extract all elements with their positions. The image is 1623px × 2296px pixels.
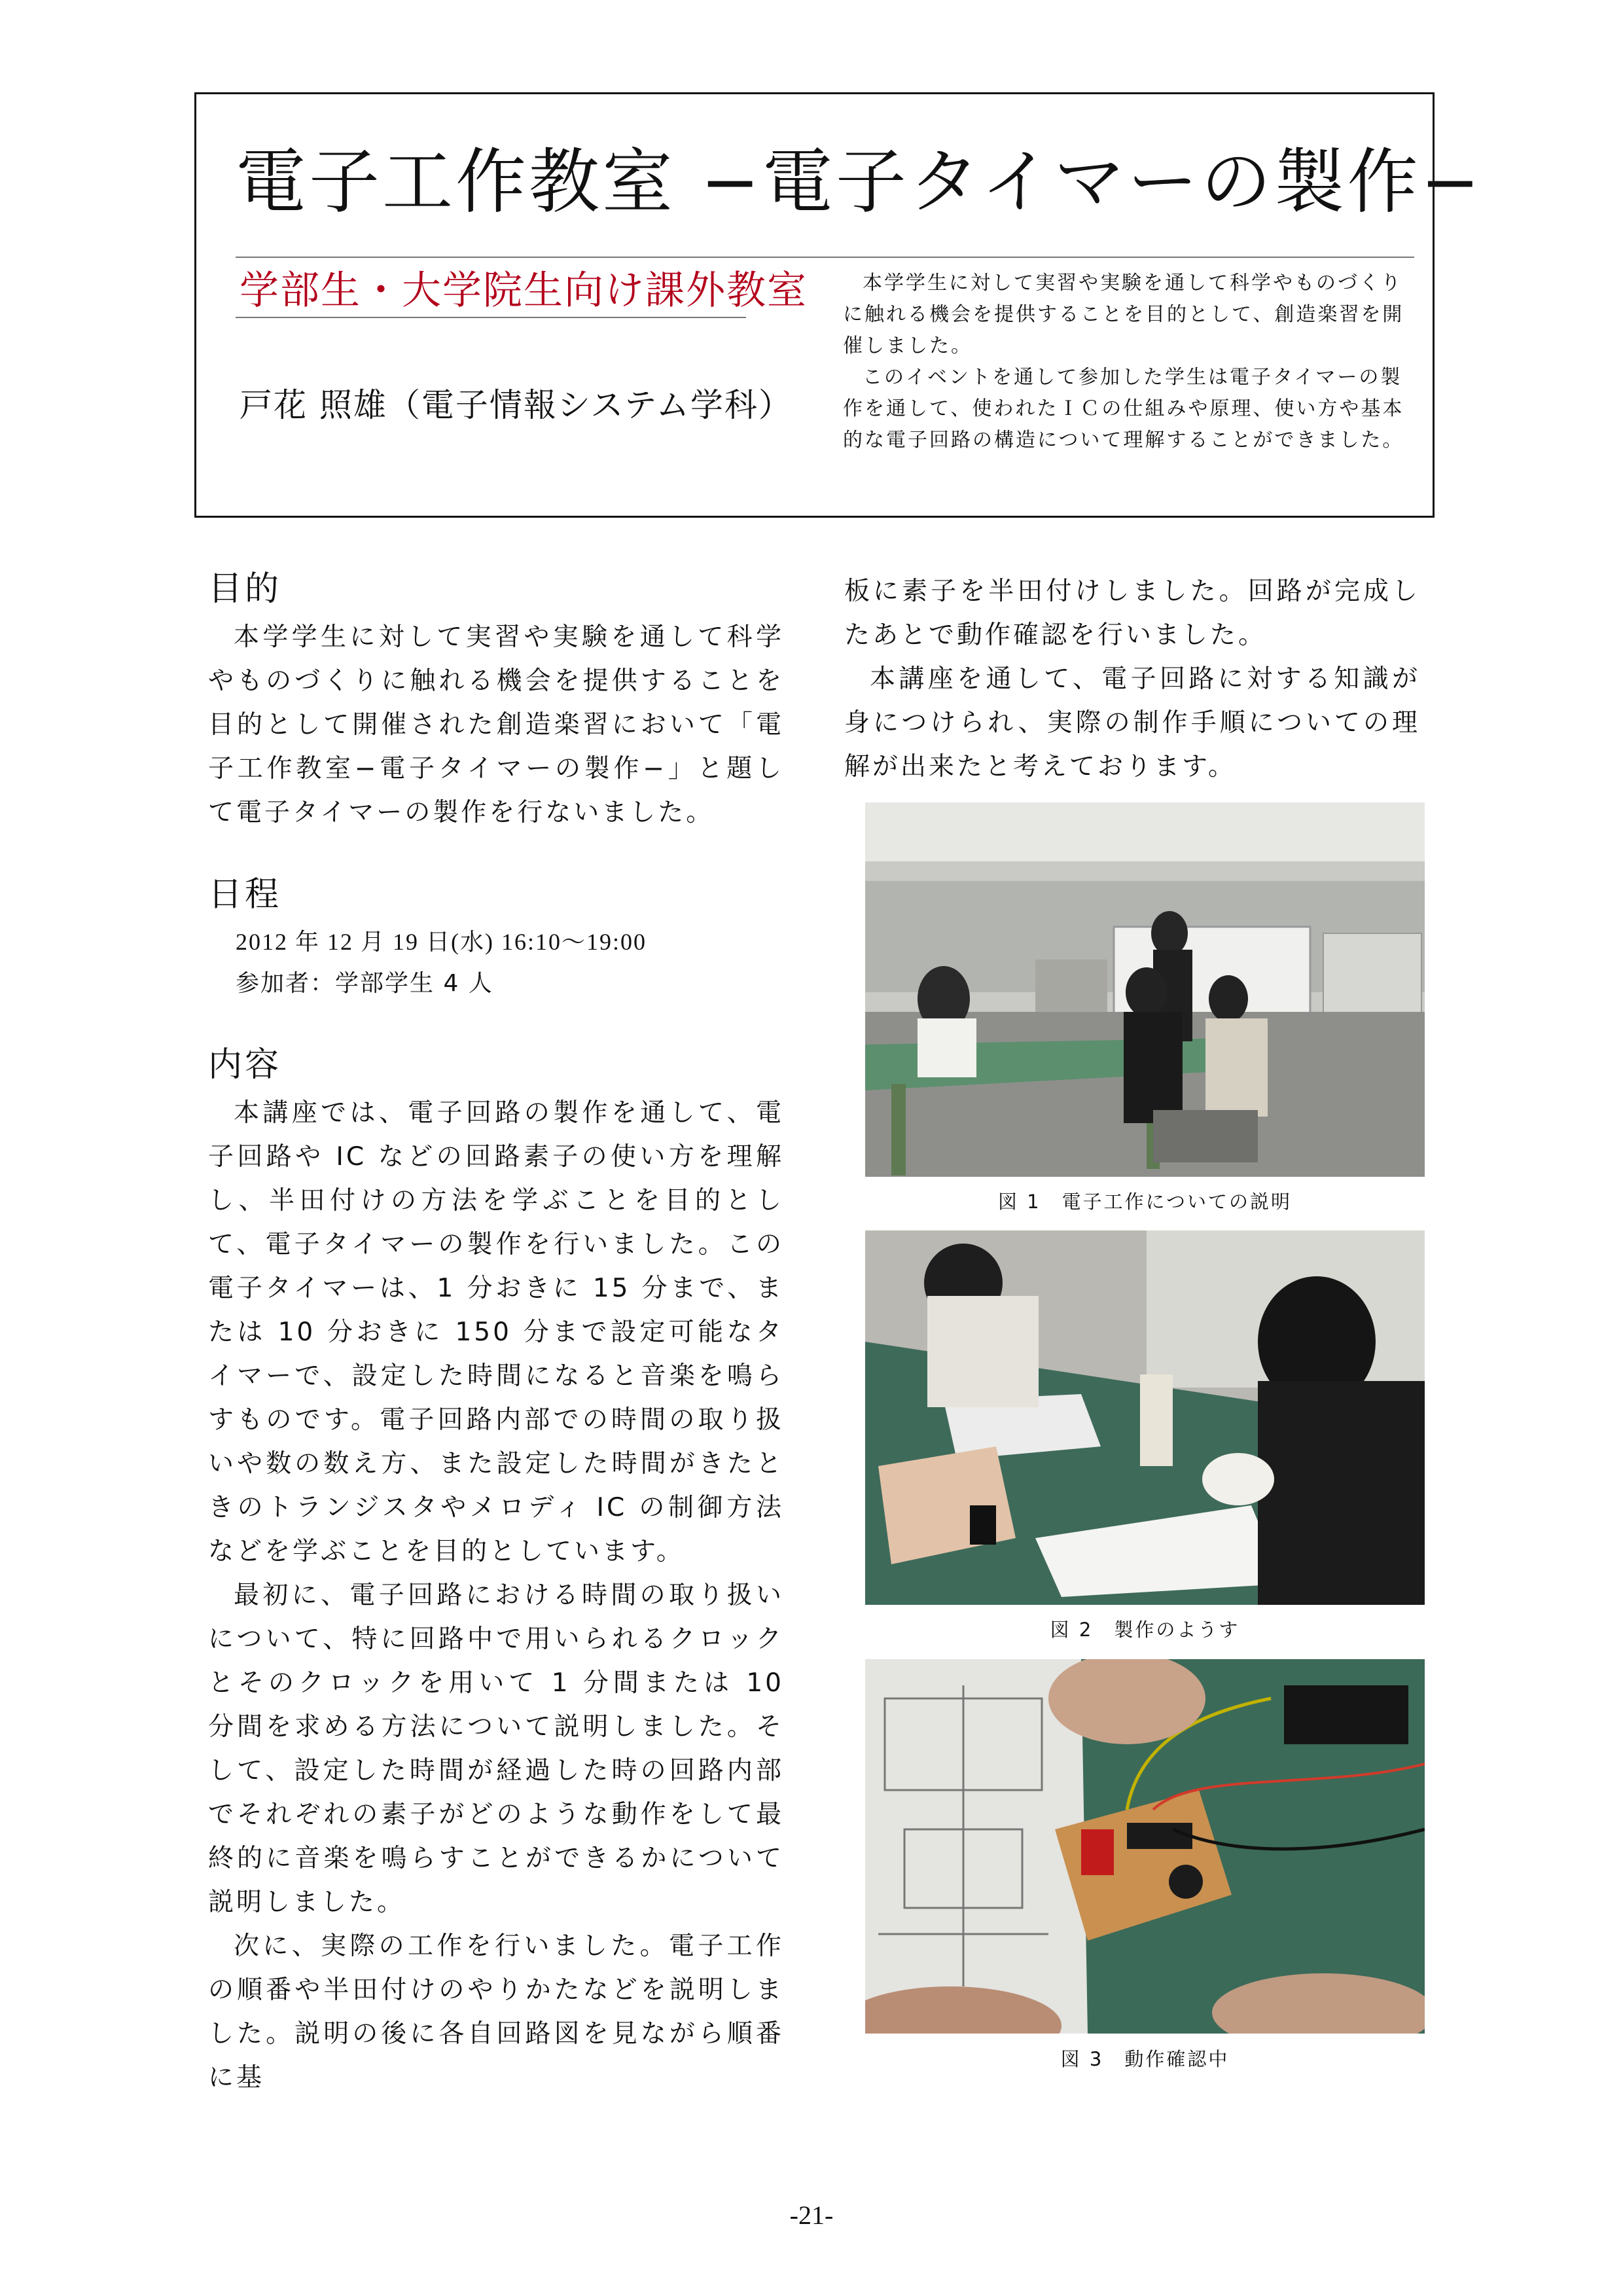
section-heading-schedule: 日程 [208, 875, 282, 914]
content-paragraph: 最初に、電子回路における時間の取り扱いについて、特に回路中で用いられるクロックとそのクロックを用いて 1 分間または 10 分間を求める方法について説明しました。そして、設定した時間が経過した時の回路内部でそれぞれの素子がどのような動作をして最終的に音楽を鳴らすことができるかについて説明しました。 [208, 1581, 784, 1917]
page-number: -21- [789, 2200, 834, 2230]
right-column [844, 569, 1420, 789]
abstract-paragraph: 本学学生に対して実習や実験を通して科学やものづくりに触れる機会を提供することを目的として、創造楽習を開催しました。 [843, 272, 1404, 357]
figure-1-caption: 図 1 電子工作についての説明 [997, 1191, 1293, 1213]
abstract-paragraph: このイベントを通して参加した学生は電子タイマーの製作を通して、使われたＩＣの仕組みや原理、使い方や基本的な電子回路の構造について理解することができました。 [843, 366, 1404, 452]
section-heading-content: 内容 [208, 1045, 282, 1085]
left-column [208, 563, 784, 2100]
header-box [194, 92, 1483, 518]
subtitle: 学部生・大学院生向け課外教室 [240, 268, 808, 314]
content-body [208, 1091, 784, 2100]
continuation-paragraph: 板に素子を半田付けしました。回路が完成したあとで動作確認を行いました。 [844, 577, 1420, 650]
title-divider [236, 257, 1414, 258]
subtitle-divider [236, 317, 746, 318]
schedule-body [208, 921, 784, 1005]
author: 戸花 照雄（電子情報システム学科） [240, 386, 793, 424]
schedule-date: 2012 年 12 月 19 日(水) 16:10〜19:00 [236, 929, 647, 955]
purpose-body [208, 615, 784, 834]
right-body [844, 569, 1420, 789]
purpose-paragraph: 本学学生に対して実習や実験を通して科学やものづくりに触れる機会を提供することを目的として開催された創造楽習において「電子工作教室−電子タイマーの製作−」と題して電子タイマーの製作を行ないました。 [208, 622, 784, 827]
figure-3-caption: 図 3 動作確認中 [1060, 2048, 1230, 2070]
page-title: 電子工作教室 −電子タイマーの製作− [236, 141, 1483, 223]
content-paragraph: 次に、実際の工作を行いました。電子工作の順番や半田付けのやりかたなどを説明しました。説明の後に各自回路図を見ながら順番に基 [208, 1931, 784, 2092]
figure-3-photo [865, 1659, 1425, 2034]
figure-2-photo [865, 1230, 1425, 1605]
schedule-participants: 参加者：学部学生 4 人 [236, 970, 493, 997]
figure-2-caption: 図 2 製作のようす [1050, 1619, 1240, 1641]
abstract [843, 268, 1406, 456]
conclusion-paragraph: 本講座を通して、電子回路に対する知識が身につけられ、実際の制作手順についての理解が出来たと考えております。 [844, 664, 1420, 781]
section-heading-purpose: 目的 [208, 569, 282, 609]
figure-1-photo [865, 802, 1425, 1177]
content-paragraph: 本講座では、電子回路の製作を通して、電子回路や IC などの回路素子の使い方を理解し、半田付けの方法を学ぶことを目的として、電子タイマーの製作を行いました。この電子タイマーは、1 分おきに 15 分まで、または 10 分おきに 150 分まで設定可能なタイマーで、設定した時間になると音楽を鳴らすものです。電子回路内部での時間の取り扱いや数の数え方、また設定した時間がきたときのトランジスタやメロディ IC の制御方法などを学ぶことを目的としています。 [208, 1098, 784, 1566]
